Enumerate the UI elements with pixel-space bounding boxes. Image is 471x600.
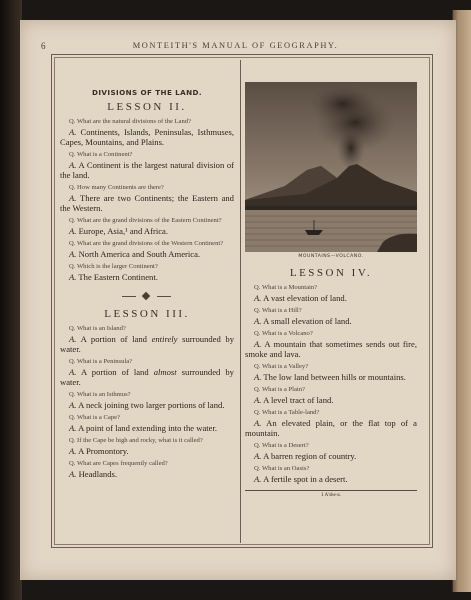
answer-emphasis: almost: [153, 367, 177, 377]
answer: [60, 272, 234, 282]
question: Q. What are Capes frequently called?: [69, 460, 168, 467]
answer-text: surrounded by water.: [60, 334, 234, 354]
question: Q. What is a Hill?: [254, 307, 302, 314]
answer: [60, 193, 234, 213]
answer-text: A Promontory.: [78, 446, 129, 456]
answer-text: surrounded by water.: [60, 367, 234, 387]
volcano-illustration: [245, 82, 417, 252]
lesson-title: LESSON II.: [107, 101, 187, 113]
question: Q. What is a Table-land?: [254, 409, 320, 416]
question: Q. What is a Volcano?: [254, 330, 313, 337]
answer-label: A.: [69, 226, 77, 236]
answer-text: An elevated plain, or the flat top of a mountain.: [245, 418, 417, 438]
answer-label: A.: [254, 339, 262, 349]
answer-text: There are two Continents; the Eastern and the Western.: [60, 193, 234, 213]
answer-label: A.: [69, 400, 77, 410]
running-title: MONTEITH'S MANUAL OF GEOGRAPHY.: [132, 41, 339, 50]
answer-label: A.: [254, 316, 262, 326]
question: Q. What are the grand divisions of the Eastern Continent?: [69, 217, 222, 224]
right-column: [245, 82, 417, 498]
answer-text: The low land between hills or mountains.: [263, 372, 406, 382]
answer: [60, 446, 234, 456]
question: Q. What is an Island?: [69, 325, 126, 332]
answer: [60, 127, 234, 147]
answer-label: A.: [69, 127, 77, 137]
answer: [245, 316, 417, 326]
answer: [245, 418, 417, 438]
question: Q. What are the grand divisions of the Western Continent?: [69, 240, 224, 247]
lesson-title: LESSON III.: [104, 308, 190, 320]
lesson3-qa-list: [60, 324, 234, 479]
answer-text: Continents, Islands, Peninsulas, Isthmuses, Capes, Mountains, and Plains.: [60, 127, 235, 147]
answer: [245, 339, 417, 359]
book-spine: [0, 0, 22, 600]
answer-text: A portion of land: [80, 334, 152, 344]
answer-text: A level tract of land.: [263, 395, 334, 405]
answer-text: A portion of land: [80, 367, 154, 377]
answer-label: A.: [69, 272, 77, 282]
answer-text: Headlands.: [78, 469, 117, 479]
answer-text: Europe, Asia,¹ and Africa.: [78, 226, 169, 236]
question: Q. What is a Valley?: [254, 363, 309, 370]
illustration-caption: MOUNTAINS—VOLCANO.: [298, 254, 364, 259]
answer: [245, 451, 417, 461]
answer-label: A.: [69, 423, 77, 433]
answer-text: A point of land extending into the water.: [78, 423, 217, 433]
answer-emphasis: entirely: [151, 334, 178, 344]
answer-label: A.: [254, 418, 262, 428]
section-heading: DIVISIONS OF THE LAND.: [91, 88, 203, 97]
ornament-divider: [60, 292, 234, 300]
answer-text: A mountain that sometimes sends out fire, smoke and lava.: [245, 339, 417, 359]
answer-text: A neck joining two larger portions of land.: [78, 400, 225, 410]
question: Q. What are the natural divisions of the Land?: [69, 118, 192, 125]
answer-label: A.: [69, 160, 77, 170]
answer: [245, 395, 417, 405]
question: Q. What is an Oasis?: [254, 465, 310, 472]
question: Q. What is a Continent?: [69, 151, 133, 158]
answer: [60, 423, 234, 433]
answer: [60, 334, 234, 354]
question: Q. What is a Cape?: [69, 414, 120, 421]
answer-label: A.: [69, 249, 77, 259]
answer-label: A.: [69, 334, 77, 344]
answer-label: A.: [69, 193, 77, 203]
answer-text: A vast elevation of land.: [263, 293, 347, 303]
left-column: [60, 88, 234, 482]
lesson2-qa-list: [60, 117, 234, 282]
footnote: 1 A'she-a.: [321, 493, 341, 498]
answer: [60, 160, 234, 180]
answer: [245, 372, 417, 382]
answer: [60, 400, 234, 410]
answer: [60, 226, 234, 236]
column-divider: [240, 60, 241, 543]
question: Q. What is a Peninsula?: [69, 358, 133, 365]
footnote-rule: [245, 490, 417, 491]
answer: [60, 249, 234, 259]
answer: [60, 367, 234, 387]
answer-label: A.: [69, 469, 77, 479]
answer-label: A.: [254, 293, 262, 303]
question: Q. What is a Desert?: [254, 442, 309, 449]
answer-text: The Eastern Continent.: [78, 272, 158, 282]
answer-label: A.: [254, 395, 262, 405]
page-number: 6: [41, 41, 46, 51]
answer: [245, 293, 417, 303]
answer-text: A Continent is the largest natural division of the land.: [60, 160, 234, 180]
answer-label: A.: [69, 367, 77, 377]
answer-text: North America and South America.: [78, 249, 201, 259]
question: Q. If the Cape be high and rocky, what is it called?: [69, 437, 203, 444]
lesson-title: LESSON IV.: [289, 267, 373, 279]
answer-label: A.: [254, 451, 262, 461]
answer: [245, 474, 417, 484]
answer-label: A.: [69, 446, 77, 456]
question: Q. What is a Plain?: [254, 386, 305, 393]
answer-text: A fertile spot in a desert.: [263, 474, 348, 484]
answer: [60, 469, 234, 479]
answer-label: A.: [254, 372, 262, 382]
lesson4-qa-list: [245, 283, 417, 484]
question: Q. What is a Mountain?: [254, 284, 318, 291]
question: Q. How many Continents are there?: [69, 184, 164, 191]
answer-text: A small elevation of land.: [263, 316, 352, 326]
answer-text: A barren region of country.: [263, 451, 357, 461]
question: Q. Which is the larger Continent?: [69, 263, 158, 270]
question: Q. What is an Isthmus?: [69, 391, 131, 398]
answer-label: A.: [254, 474, 262, 484]
